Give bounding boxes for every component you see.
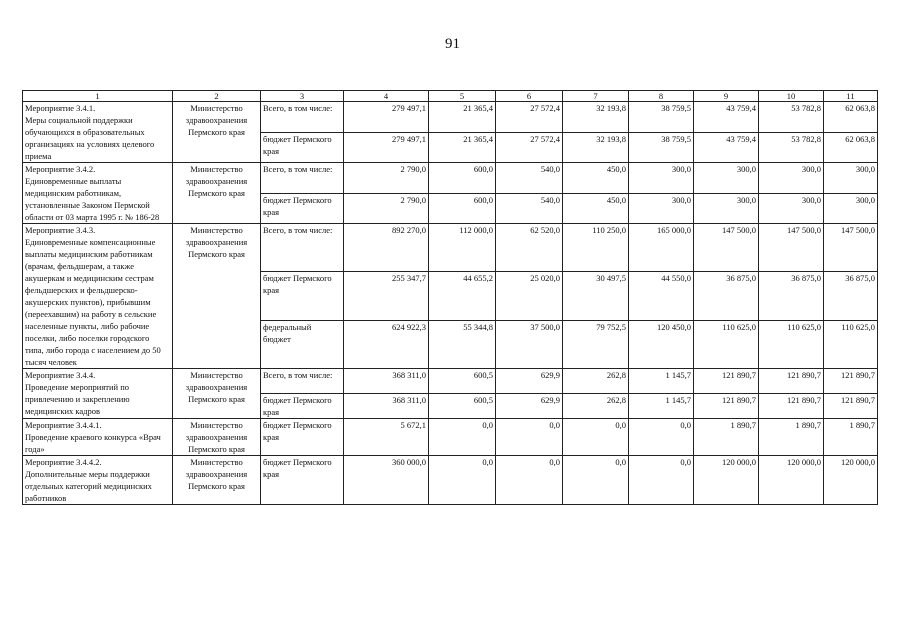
amount-cell: 2 790,0 — [344, 163, 429, 194]
amount-cell: 1 890,7 — [694, 419, 759, 456]
funding-source-cell: бюджет Пермского края — [261, 272, 344, 320]
amount-cell: 37 500,0 — [496, 320, 563, 368]
event-name-cell: Мероприятие 3.4.1. Меры социальной поддержки обучающихся в образовательных организациях на условиях целевого приема — [23, 102, 173, 163]
funding-source-cell: Всего, в том числе: — [261, 102, 344, 133]
event-name-cell: Мероприятие 3.4.4.2. Дополнительные меры поддержки отдельных категорий медицинских работников — [23, 456, 173, 505]
amount-cell: 112 000,0 — [429, 224, 496, 272]
amount-cell: 121 890,7 — [759, 394, 824, 419]
amount-cell: 1 145,7 — [629, 394, 694, 419]
amount-cell: 600,0 — [429, 193, 496, 224]
column-number-2: 2 — [173, 91, 261, 102]
amount-cell: 279 497,1 — [344, 102, 429, 133]
column-number-5: 5 — [429, 91, 496, 102]
amount-cell: 279 497,1 — [344, 132, 429, 163]
executor-cell: Министерство здравоохранения Пермского края — [173, 102, 261, 163]
amount-cell: 450,0 — [563, 193, 629, 224]
event-name-cell: Мероприятие 3.4.4. Проведение мероприятий по привлечению и закреплению медицинских кадров — [23, 369, 173, 419]
amount-cell: 62 063,8 — [824, 102, 878, 133]
amount-cell: 53 782,8 — [759, 132, 824, 163]
amount-cell: 300,0 — [694, 163, 759, 194]
amount-cell: 540,0 — [496, 163, 563, 194]
column-number-4: 4 — [344, 91, 429, 102]
amount-cell: 110 625,0 — [694, 320, 759, 368]
table-row — [23, 369, 878, 394]
amount-cell: 165 000,0 — [629, 224, 694, 272]
amount-cell: 0,0 — [629, 456, 694, 505]
funding-source-cell: Всего, в том числе: — [261, 224, 344, 272]
amount-cell: 110 625,0 — [759, 320, 824, 368]
funding-source-cell: бюджет Пермского края — [261, 419, 344, 456]
amount-cell: 1 890,7 — [759, 419, 824, 456]
amount-cell: 600,5 — [429, 369, 496, 394]
amount-cell: 629,9 — [496, 394, 563, 419]
amount-cell: 255 347,7 — [344, 272, 429, 320]
amount-cell: 1 145,7 — [629, 369, 694, 394]
amount-cell: 368 311,0 — [344, 394, 429, 419]
amount-cell: 450,0 — [563, 163, 629, 194]
table-row — [23, 163, 878, 194]
column-number-1: 1 — [23, 91, 173, 102]
amount-cell: 262,8 — [563, 394, 629, 419]
amount-cell: 368 311,0 — [344, 369, 429, 394]
event-name-cell: Мероприятие 3.4.2. Единовременные выплаты медицинским работникам, установленные Законом Пермской области от 03 марта 1995 г. № 186-28 — [23, 163, 173, 224]
column-number-3: 3 — [261, 91, 344, 102]
amount-cell: 43 759,4 — [694, 132, 759, 163]
amount-cell: 43 759,4 — [694, 102, 759, 133]
amount-cell: 624 922,3 — [344, 320, 429, 368]
amount-cell: 53 782,8 — [759, 102, 824, 133]
amount-cell: 300,0 — [694, 193, 759, 224]
amount-cell: 120 000,0 — [759, 456, 824, 505]
table-row — [23, 456, 878, 505]
amount-cell: 27 572,4 — [496, 102, 563, 133]
program-funding-table — [22, 90, 878, 505]
column-number-8: 8 — [629, 91, 694, 102]
amount-cell: 0,0 — [563, 419, 629, 456]
amount-cell: 79 752,5 — [563, 320, 629, 368]
funding-source-cell: Всего, в том числе: — [261, 163, 344, 194]
amount-cell: 0,0 — [429, 419, 496, 456]
amount-cell: 121 890,7 — [824, 369, 878, 394]
amount-cell: 36 875,0 — [694, 272, 759, 320]
amount-cell: 600,0 — [429, 163, 496, 194]
amount-cell: 120 450,0 — [629, 320, 694, 368]
amount-cell: 21 365,4 — [429, 132, 496, 163]
amount-cell: 892 270,0 — [344, 224, 429, 272]
amount-cell: 600,5 — [429, 394, 496, 419]
amount-cell: 36 875,0 — [759, 272, 824, 320]
amount-cell: 0,0 — [629, 419, 694, 456]
amount-cell: 62 063,8 — [824, 132, 878, 163]
funding-source-cell: бюджет Пермского края — [261, 456, 344, 505]
amount-cell: 2 790,0 — [344, 193, 429, 224]
amount-cell: 36 875,0 — [824, 272, 878, 320]
funding-source-cell: бюджет Пермского края — [261, 193, 344, 224]
column-number-7: 7 — [563, 91, 629, 102]
amount-cell: 629,9 — [496, 369, 563, 394]
executor-cell: Министерство здравоохранения Пермского края — [173, 369, 261, 419]
executor-cell: Министерство здравоохранения Пермского края — [173, 163, 261, 224]
column-number-6: 6 — [496, 91, 563, 102]
amount-cell: 120 000,0 — [694, 456, 759, 505]
amount-cell: 62 520,0 — [496, 224, 563, 272]
amount-cell: 147 500,0 — [694, 224, 759, 272]
amount-cell: 120 000,0 — [824, 456, 878, 505]
amount-cell: 21 365,4 — [429, 102, 496, 133]
amount-cell: 44 655,2 — [429, 272, 496, 320]
amount-cell: 30 497,5 — [563, 272, 629, 320]
amount-cell: 147 500,0 — [824, 224, 878, 272]
amount-cell: 38 759,5 — [629, 132, 694, 163]
column-number-row — [23, 91, 878, 102]
amount-cell: 25 020,0 — [496, 272, 563, 320]
table-row — [23, 224, 878, 272]
funding-source-cell: федеральный бюджет — [261, 320, 344, 368]
event-name-cell: Мероприятие 3.4.3. Единовременные компенсационные выплаты медицинским работникам (врачам, фельдшерам, а также акушеркам и медицинским сестрам фельдшерских и фельдшерско-акушерских пунктов), прибывшим (переехавшим) на работу в сельские населенные пункты, либо рабочие поселки, либо поселки городского типа, либо города с населением до 50 тысяч человек — [23, 224, 173, 369]
page-number: 91 — [445, 36, 460, 52]
executor-cell: Министерство здравоохранения Пермского края — [173, 419, 261, 456]
table-row — [23, 419, 878, 456]
amount-cell: 262,8 — [563, 369, 629, 394]
amount-cell: 44 550,0 — [629, 272, 694, 320]
executor-cell: Министерство здравоохранения Пермского края — [173, 224, 261, 369]
amount-cell: 5 672,1 — [344, 419, 429, 456]
amount-cell: 121 890,7 — [759, 369, 824, 394]
event-name-cell: Мероприятие 3.4.4.1. Проведение краевого конкурса «Врач года» — [23, 419, 173, 456]
amount-cell: 110 625,0 — [824, 320, 878, 368]
amount-cell: 300,0 — [759, 163, 824, 194]
funding-source-cell: бюджет Пермского края — [261, 394, 344, 419]
amount-cell: 110 250,0 — [563, 224, 629, 272]
amount-cell: 32 193,8 — [563, 102, 629, 133]
amount-cell: 540,0 — [496, 193, 563, 224]
column-number-10: 10 — [759, 91, 824, 102]
amount-cell: 0,0 — [496, 419, 563, 456]
amount-cell: 27 572,4 — [496, 132, 563, 163]
amount-cell: 0,0 — [429, 456, 496, 505]
amount-cell: 360 000,0 — [344, 456, 429, 505]
amount-cell: 121 890,7 — [824, 394, 878, 419]
amount-cell: 38 759,5 — [629, 102, 694, 133]
funding-source-cell: бюджет Пермского края — [261, 132, 344, 163]
amount-cell: 0,0 — [563, 456, 629, 505]
amount-cell: 1 890,7 — [824, 419, 878, 456]
table-row — [23, 102, 878, 133]
amount-cell: 300,0 — [629, 193, 694, 224]
executor-cell: Министерство здравоохранения Пермского края — [173, 456, 261, 505]
amount-cell: 121 890,7 — [694, 394, 759, 419]
column-number-11: 11 — [824, 91, 878, 102]
amount-cell: 300,0 — [824, 193, 878, 224]
column-number-9: 9 — [694, 91, 759, 102]
amount-cell: 300,0 — [824, 163, 878, 194]
amount-cell: 121 890,7 — [694, 369, 759, 394]
amount-cell: 55 344,8 — [429, 320, 496, 368]
amount-cell: 300,0 — [629, 163, 694, 194]
amount-cell: 32 193,8 — [563, 132, 629, 163]
funding-source-cell: Всего, в том числе: — [261, 369, 344, 394]
amount-cell: 300,0 — [759, 193, 824, 224]
amount-cell: 147 500,0 — [759, 224, 824, 272]
amount-cell: 0,0 — [496, 456, 563, 505]
